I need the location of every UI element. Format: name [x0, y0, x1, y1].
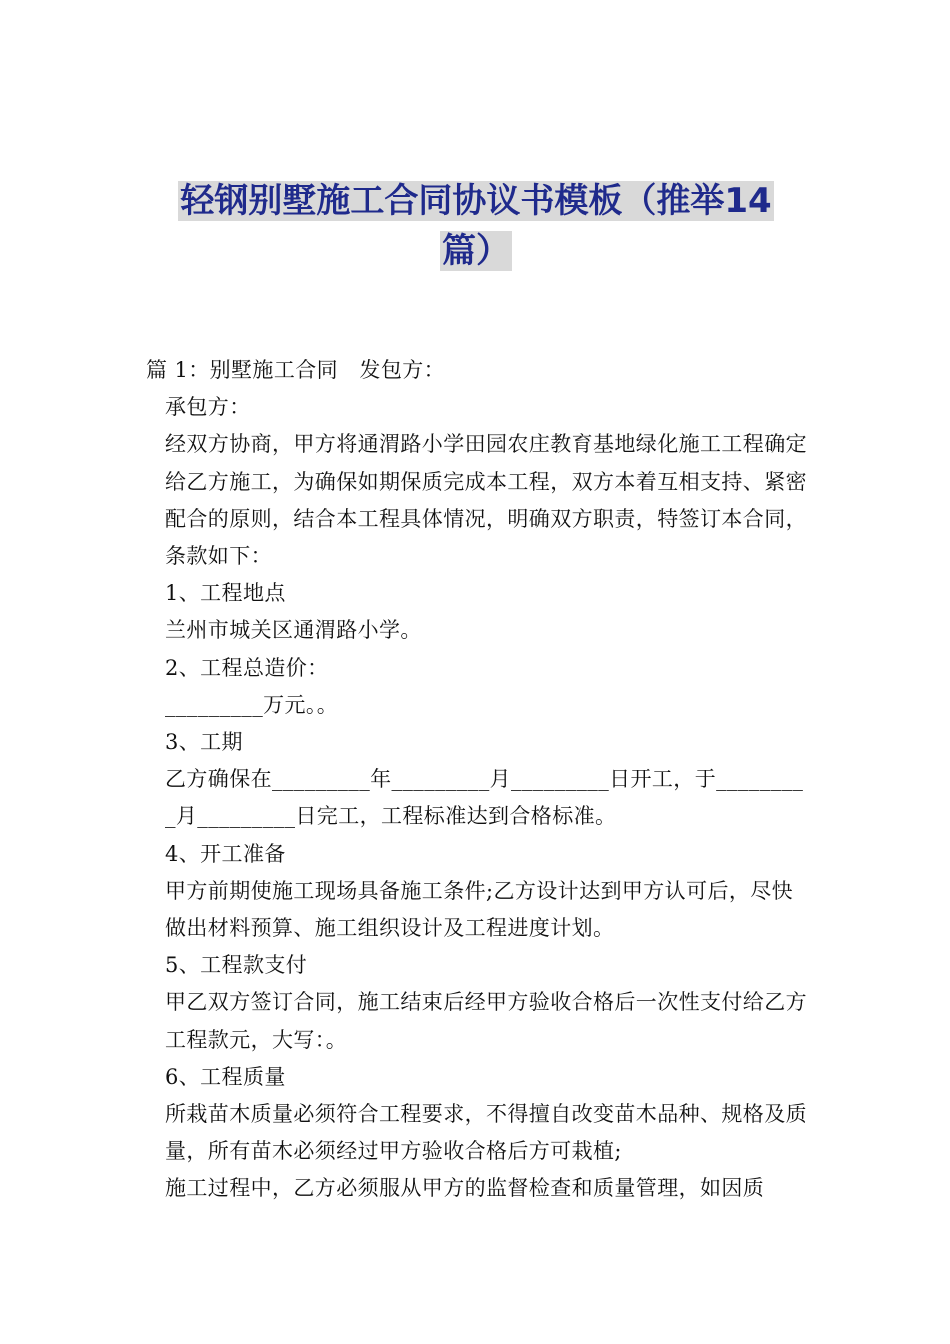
paragraph-heading: 篇 1：别墅施工合同 发包方：	[146, 358, 446, 382]
paragraph: 承包方：	[165, 395, 251, 420]
title-line-1: 轻钢别墅施工合同协议书模板（推举14	[180, 181, 772, 221]
section-heading: 6、工程质量	[165, 1064, 286, 1089]
title-line-2: 篇）	[442, 231, 510, 271]
section-heading: 4、开工准备	[165, 841, 286, 866]
paragraph: 甲方前期使施工现场具备施工条件;乙方设计达到甲方认可后，尽快做出材料预算、施工组织设计及工程进度计划。	[165, 878, 794, 941]
paragraph: _________万元。。	[165, 692, 339, 717]
document-body	[146, 352, 808, 1208]
document-title	[146, 176, 806, 276]
paragraph: 兰州市城关区通渭路小学。	[165, 618, 422, 643]
paragraph: 所栽苗木质量必须符合工程要求，不得擅自改变苗木品种、规格及质量，所有苗木必须经过甲方验收合格后方可栽植;	[165, 1102, 807, 1164]
section-heading: 3、工期	[165, 730, 243, 755]
paragraph: 甲乙双方签订合同，施工结束后经甲方验收合格后一次性支付给乙方工程款元，大写：。	[165, 990, 807, 1052]
section-heading: 5、工程款支付	[165, 953, 308, 978]
paragraph: 经双方协商，甲方将通渭路小学田园农庄教育基地绿化施工工程确定给乙方施工，为确保如期保质完成本工程，双方本着互相支持、紧密配合的原则，结合本工程具体情况，明确双方职责，特签订本合同，条款如下：	[165, 432, 807, 569]
section-heading: 1、工程地点	[165, 581, 286, 606]
section-heading: 2、工程总造价：	[165, 655, 329, 680]
paragraph: 施工过程中，乙方必须服从甲方的监督检查和质量管理，如因质	[165, 1176, 765, 1201]
paragraph: 乙方确保在_________年_________月_________日开工，于_________月_________日完工，工程标准达到合格标准。	[165, 767, 804, 829]
